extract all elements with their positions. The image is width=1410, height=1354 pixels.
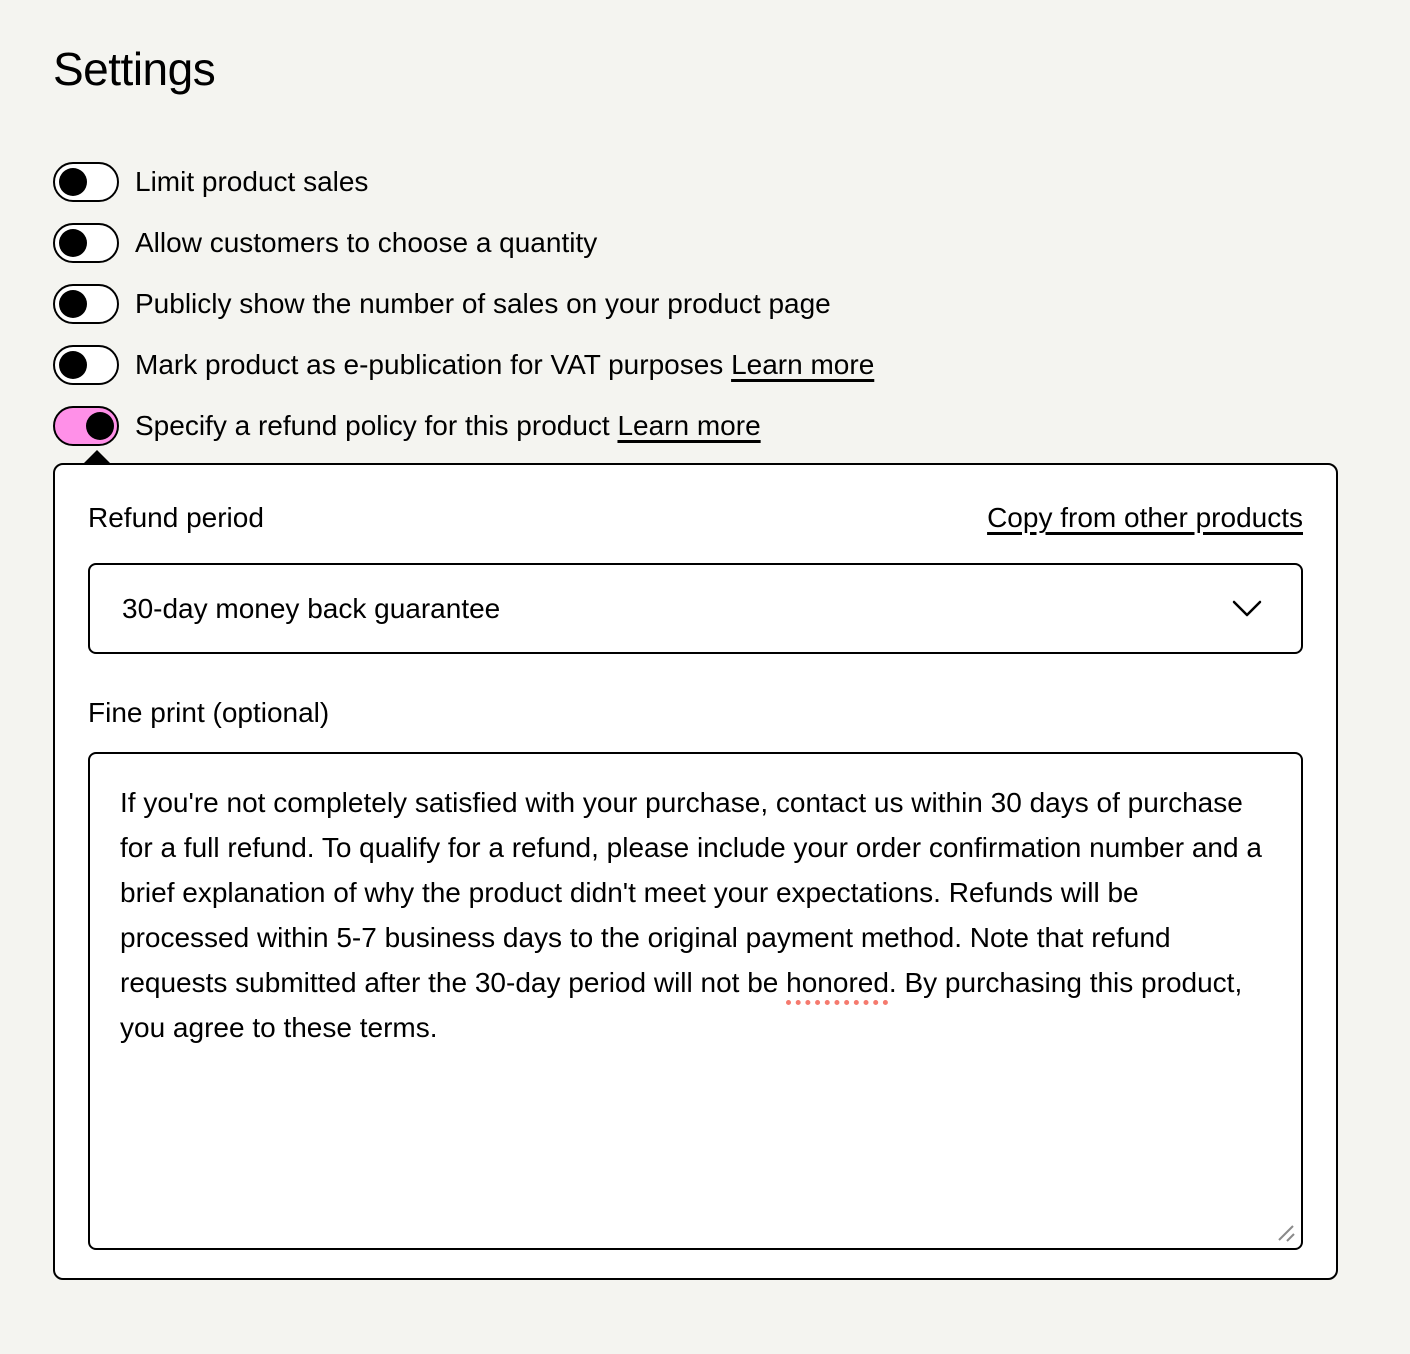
toggle-knob: [86, 412, 114, 440]
refund-period-select[interactable]: [88, 563, 1303, 654]
toggle-row-choose-quantity: [53, 223, 1338, 263]
toggle-label: Publicly show the number of sales on your product page: [135, 288, 831, 319]
toggle-knob: [59, 229, 87, 257]
toggle-row-refund-policy: [53, 406, 1338, 446]
toggle-label: Limit product sales: [135, 166, 369, 197]
settings-toggle-list: [53, 162, 1338, 446]
toggle-knob: [59, 168, 87, 196]
limit-product-sales-toggle[interactable]: [53, 162, 119, 202]
show-sales-count-toggle[interactable]: [53, 284, 119, 324]
fine-print-text: If you're not completely satisfied with your purchase, contact us within 30 days of purchase for a full refund. To qualify for a refund, please include your order confirmation number and a brief explanation of why the product didn't meet your expectations. Refunds will be processed within 5-7 business days to the original payment method. Note that refund requests submitted after the 30-day period will not be: [120, 787, 1262, 998]
copy-from-other-products-link[interactable]: Copy from other products: [987, 502, 1303, 533]
choose-quantity-toggle[interactable]: [53, 223, 119, 263]
toggle-label: Allow customers to choose a quantity: [135, 227, 598, 258]
refund-learn-more-link[interactable]: Learn more: [617, 410, 761, 441]
fine-print-misspelled-word: honored: [786, 967, 889, 998]
toggle-knob: [59, 351, 87, 379]
vat-learn-more-link[interactable]: Learn more: [731, 349, 875, 380]
toggle-label-text: Specify a refund policy for this product: [135, 410, 610, 441]
refund-policy-panel: [53, 463, 1338, 1280]
fine-print-textarea[interactable]: [88, 752, 1303, 1250]
fine-print-text: . By purchasing this product, you agree to these terms.: [120, 967, 1243, 1043]
fine-print-label: Fine print (optional): [88, 697, 330, 728]
resize-handle-icon[interactable]: [1273, 1220, 1297, 1244]
page-title: Settings: [53, 43, 216, 95]
toggle-label-text: Mark product as e-publication for VAT purposes: [135, 349, 724, 380]
toggle-label: [135, 346, 874, 384]
toggle-row-epublication-vat: [53, 345, 1338, 385]
toggle-label: [135, 407, 761, 445]
refund-period-selected-value: 30-day money back guarantee: [122, 592, 501, 624]
refund-panel-header: [88, 499, 1303, 537]
toggle-row-show-sales-count: [53, 284, 1338, 324]
toggle-knob: [59, 290, 87, 318]
refund-period-label: Refund period: [88, 502, 264, 533]
panel-pointer-arrow: [82, 450, 112, 465]
refund-policy-toggle[interactable]: [53, 406, 119, 446]
toggle-row-limit-product-sales: [53, 162, 1338, 202]
chevron-down-icon: [1231, 599, 1263, 619]
epublication-vat-toggle[interactable]: [53, 345, 119, 385]
